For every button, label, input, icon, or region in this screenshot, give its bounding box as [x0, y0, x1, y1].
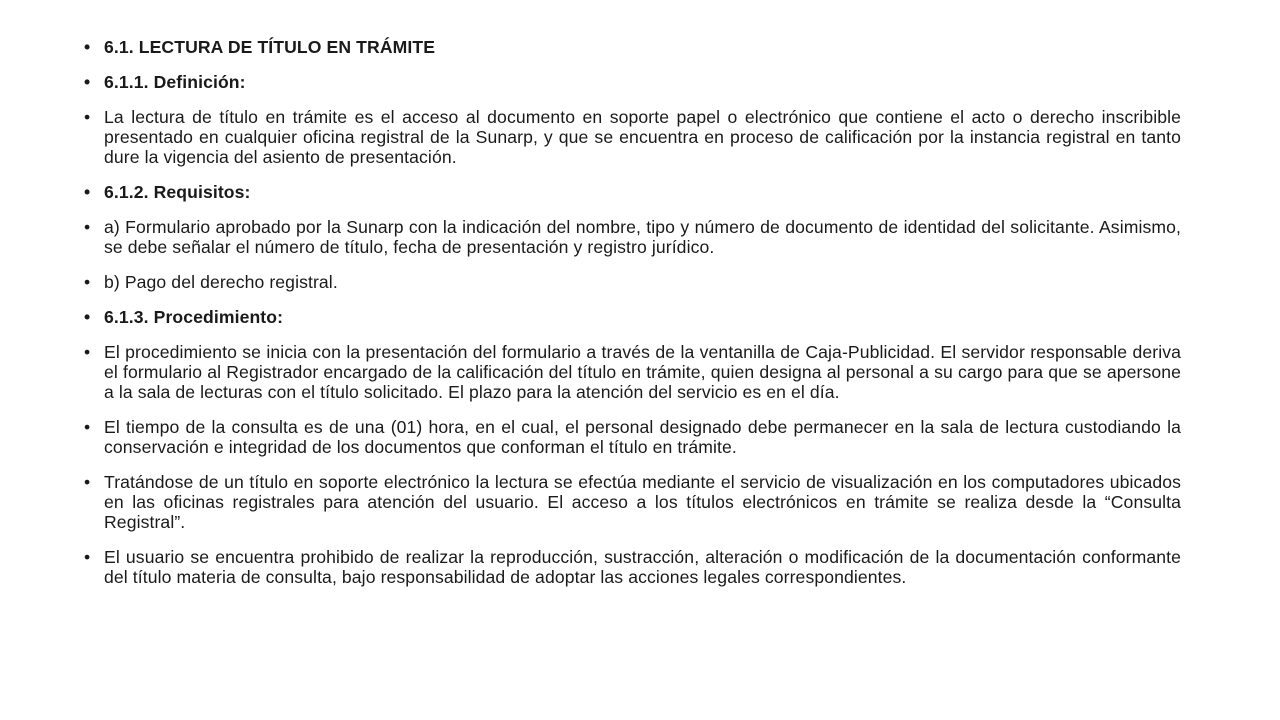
paragraph-tiempo-consulta: • El tiempo de la consulta es de una (01) hora, en el cual, el personal designado debe permanecer en la sala de lectura custodiando la conservación e integridad de los documentos que conforman el título en trámite.: [84, 417, 1181, 457]
subheading-definicion: • 6.1.1. Definición:: [84, 72, 1181, 92]
paragraph-soporte-electronico: • Tratándose de un título en soporte electrónico la lectura se efectúa mediante el servicio de visualización en los computadores ubicados en las oficinas registrales para atención del usuario. El acceso a los títulos electrónicos en trámite se realiza desde la “Consulta Registral”.: [84, 472, 1181, 532]
paragraph-definicion: • La lectura de título en trámite es el acceso al documento en soporte papel o electrónico que contiene el acto o derecho inscribible presentado en cualquier oficina registral de la Sunarp, y que se encuentra en proceso de calificación por la instancia registral en tanto dure la vigencia del asiento de presentación.: [84, 107, 1181, 167]
subheading-procedimiento: • 6.1.3. Procedimiento:: [84, 307, 1181, 327]
paragraph-procedimiento: • El procedimiento se inicia con la presentación del formulario a través de la ventanilla de Caja-Publicidad. El servidor responsable deriva el formulario al Registrador encargado de la calificación del título en trámite, quien designa al personal a su cargo para que se apersone a la sala de lecturas con el título solicitado. El plazo para la atención del servicio es en el día.: [84, 342, 1181, 402]
section-heading-lectura: • 6.1. LECTURA DE TÍTULO EN TRÁMITE: [84, 37, 1181, 57]
requisito-b: • b) Pago del derecho registral.: [84, 272, 1181, 292]
requisito-a: • a) Formulario aprobado por la Sunarp con la indicación del nombre, tipo y número de documento de identidad del solicitante. Asimismo, se debe señalar el número de título, fecha de presentación y registro jurídico.: [84, 217, 1181, 257]
subheading-requisitos: • 6.1.2. Requisitos:: [84, 182, 1181, 202]
paragraph-prohibicion: • El usuario se encuentra prohibido de realizar la reproducción, sustracción, alteración o modificación de la documentación conformante del título materia de consulta, bajo responsabilidad de adoptar las acciones legales correspondientes.: [84, 547, 1181, 587]
bullet-list: [84, 37, 1181, 602]
